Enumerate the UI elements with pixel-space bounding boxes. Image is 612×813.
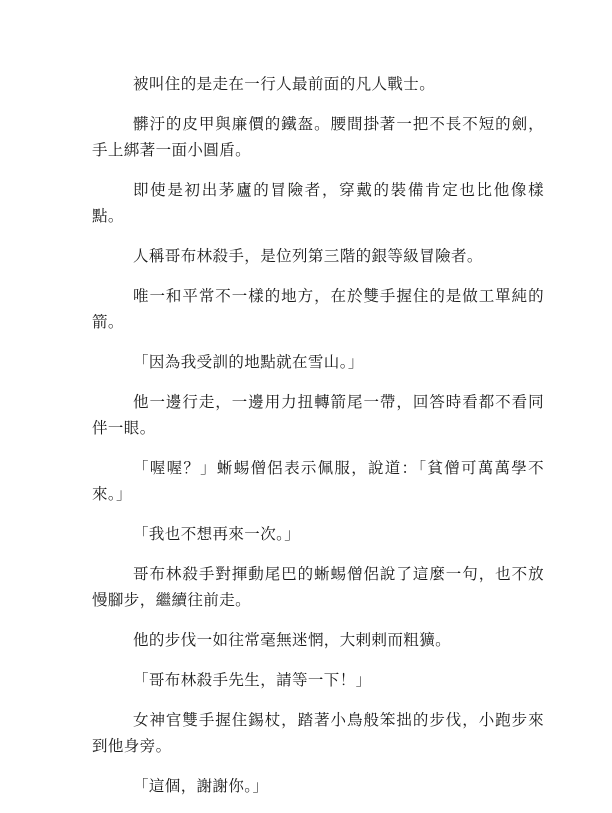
paragraph: 「這個，謝謝你。」: [133, 777, 269, 795]
paragraph: 「喔喔？」蜥蜴僧侶表示佩服，說道：「貧僧可萬萬學不來。」: [92, 459, 544, 503]
paragraph: 女神官雙手握住錫杖，踏著小鳥般笨拙的步伐，小跑步來到他身旁。: [92, 711, 544, 755]
paragraph: 「我也不想再來一次。」: [133, 525, 301, 543]
body-text: [92, 71, 544, 813]
paragraph: 哥布林殺手對揮動尾巴的蜥蜴僧侶說了這麼一句，也不放慢腳步，繼續往前走。: [92, 565, 544, 609]
paragraph: 他的步伐一如往常毫無迷惘，大剌剌而粗獷。: [133, 631, 452, 649]
paragraph: 「因為我受訓的地點就在雪山。」: [133, 353, 364, 371]
paragraph: 他一邊行走，一邊用力扭轉箭尾一帶，回答時看都不看同伴一眼。: [92, 393, 544, 437]
paragraph: 被叫住的是走在一行人最前面的凡人戰士。: [133, 75, 436, 93]
paragraph: 髒汙的皮甲與廉價的鐵盔。腰間掛著一把不長不短的劍，手上綁著一面小圓盾。: [92, 115, 544, 159]
paragraph: 即使是初出茅廬的冒險者，穿戴的裝備肯定也比他像樣點。: [92, 181, 544, 225]
paragraph: 人稱哥布林殺手，是位列第三階的銀等級冒險者。: [133, 247, 483, 265]
paragraph: 唯一和平常不一樣的地方，在於雙手握住的是做工單純的箭。: [92, 287, 544, 331]
paragraph: 「哥布林殺手先生，請等一下！」: [133, 671, 372, 689]
